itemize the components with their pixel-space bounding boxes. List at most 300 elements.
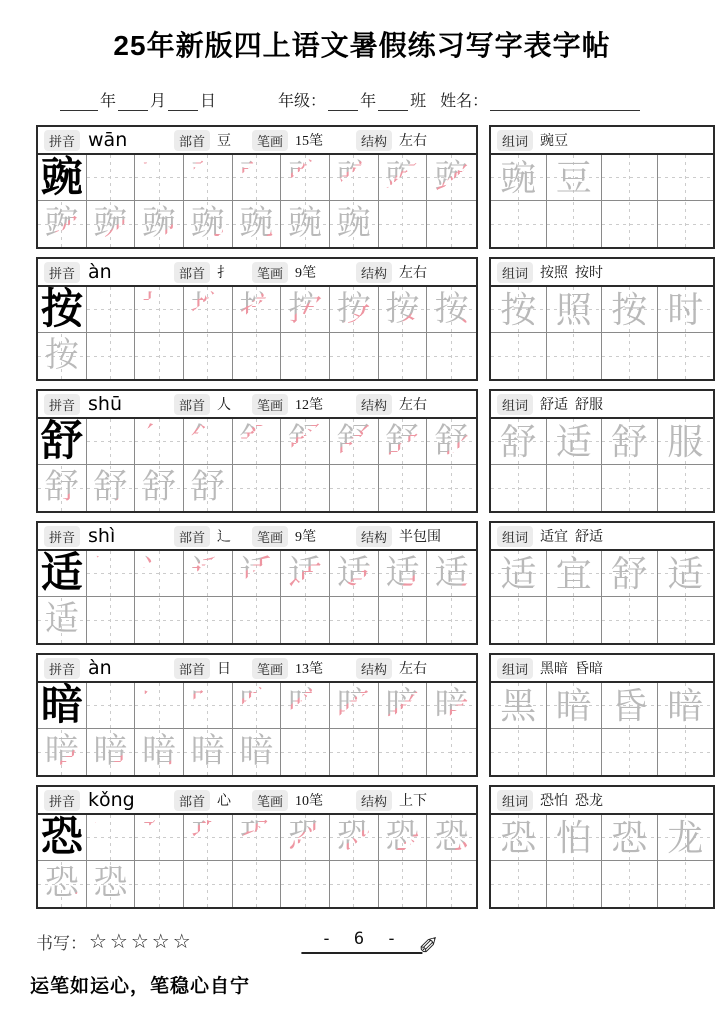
practice-cell (38, 287, 87, 333)
practice-cell (281, 815, 330, 861)
practice-cell (427, 815, 476, 861)
word-practice-cell (547, 201, 603, 247)
stroke-step-character: 按 (190, 290, 225, 328)
practice-cell (87, 597, 136, 643)
word-box-header (491, 127, 713, 155)
stroke-count-group (252, 394, 356, 415)
trace-word-character: 恐 (611, 817, 648, 858)
word-box-header (491, 787, 713, 815)
stroke-step-character: 适 (336, 554, 371, 592)
trace-word-character: 龙 (667, 817, 704, 858)
word-practice-box (489, 785, 715, 909)
stroke-step-character: 暗 (93, 686, 128, 724)
practice-cell (427, 597, 476, 643)
month-label: 月 (150, 93, 167, 110)
practice-cell (427, 683, 476, 729)
word-grid (491, 815, 713, 907)
stroke-count-value: 9笔 (295, 266, 317, 281)
date-year-blank (60, 93, 98, 111)
word-practice-cell (602, 465, 658, 511)
stroke-count-label: 笔画 (252, 790, 288, 811)
stroke-step-character: 豌 (93, 158, 128, 196)
stroke-step-character: 恐 (239, 818, 274, 856)
radical-value: 心 (217, 794, 232, 809)
practice-cell (184, 551, 233, 597)
rating-stars: ☆☆☆☆☆ (89, 929, 194, 953)
stroke-step-character: 恐 (190, 818, 225, 856)
practice-cell (427, 287, 476, 333)
practice-cell (281, 419, 330, 465)
practice-cell (281, 201, 330, 247)
stroke-step-character: 按 (44, 337, 79, 374)
structure-label: 结构 (356, 790, 392, 811)
stroke-practice-box (36, 125, 478, 249)
word-practice-cell (658, 201, 714, 247)
structure-label: 结构 (356, 394, 392, 415)
stroke-step-character: 舒 (190, 469, 225, 506)
radical-label: 部首 (174, 262, 210, 283)
practice-cell (281, 465, 330, 511)
word-practice-cell (547, 597, 603, 643)
structure-value: 左右 (399, 134, 428, 149)
stroke-step-character: 豌 (142, 205, 177, 242)
word-practice-cell (491, 333, 547, 379)
page-title: 25年新版四上语文暑假练习写字表字帖 (113, 30, 611, 61)
stroke-step-character: 豌 (44, 205, 79, 242)
practice-cell (379, 155, 428, 201)
trace-word-character: 舒 (611, 553, 648, 594)
character-section (36, 653, 724, 777)
word-practice-box (489, 257, 715, 381)
stroke-count-value: 13笔 (295, 662, 324, 677)
radical-group (174, 262, 252, 283)
radical-group (174, 790, 252, 811)
date-day-blank (168, 93, 198, 111)
grade-label: 年级： (278, 93, 327, 110)
practice-cell (427, 333, 476, 379)
radical-value: 日 (217, 662, 232, 677)
pinyin-value: kǒng (88, 789, 135, 811)
grade-year-label: 年 (360, 93, 377, 110)
word-practice-cell (658, 551, 714, 597)
word-grid (491, 287, 713, 379)
practice-cell (233, 815, 282, 861)
example-character: 暗 (40, 682, 83, 729)
stroke-practice-box (36, 257, 478, 381)
practice-cell (379, 287, 428, 333)
character-section (36, 125, 724, 249)
character-sections (36, 125, 724, 909)
stroke-count-group (252, 262, 356, 283)
stroke-step-character: 豌 (434, 158, 469, 196)
pinyin-group (44, 261, 174, 283)
practice-cell (135, 155, 184, 201)
stroke-step-character: 豌 (239, 158, 274, 196)
word-practice-cell (602, 815, 658, 861)
trace-word-character: 暗 (555, 685, 592, 726)
practice-cell (38, 729, 87, 775)
word-practice-cell (602, 287, 658, 333)
structure-group (356, 658, 427, 679)
example-character: 按 (40, 286, 83, 333)
words-label: 组词 (497, 526, 533, 547)
practice-cell (233, 597, 282, 643)
stroke-step-character: 恐 (385, 818, 420, 856)
stroke-step-character: 按 (434, 290, 469, 328)
stroke-step-character: 按 (142, 290, 177, 328)
character-section (36, 389, 724, 513)
name-blank (490, 93, 640, 111)
word-practice-cell (602, 155, 658, 201)
pinyin-group (44, 393, 174, 415)
word-practice-cell (491, 729, 547, 775)
word-practice-cell (491, 155, 547, 201)
word-practice-cell (547, 551, 603, 597)
stroke-count-group (252, 658, 356, 679)
stroke-step-character: 恐 (142, 818, 177, 856)
word-practice-box (489, 521, 715, 645)
words-label: 组词 (497, 130, 533, 151)
practice-cell (427, 201, 476, 247)
practice-cell (87, 465, 136, 511)
practice-cell (38, 155, 87, 201)
practice-cell (281, 551, 330, 597)
word-practice-cell (547, 861, 603, 907)
practice-cell (281, 287, 330, 333)
stroke-step-character: 舒 (142, 469, 177, 506)
word-practice-cell (602, 419, 658, 465)
stroke-step-character: 适 (93, 554, 128, 592)
trace-word-character: 豆 (555, 157, 592, 198)
motto-text: 运笔如运心，笔稳心自宁 (30, 976, 251, 997)
practice-cell (281, 155, 330, 201)
stroke-step-character: 豌 (93, 205, 128, 242)
stroke-step-character: 暗 (239, 733, 274, 770)
pinyin-group (44, 789, 174, 811)
word-grid (491, 155, 713, 247)
practice-cell (281, 861, 330, 907)
stroke-step-character: 按 (288, 290, 323, 328)
stroke-step-character: 暗 (434, 686, 469, 724)
class-label: 班 (410, 93, 427, 110)
trace-word-character: 服 (667, 421, 704, 462)
practice-cell (135, 201, 184, 247)
pinyin-label: 拼音 (44, 526, 80, 547)
pinyin-value: àn (88, 657, 112, 679)
stroke-step-character: 舒 (385, 422, 420, 460)
stroke-count-value: 10笔 (295, 794, 324, 809)
trace-word-character: 适 (555, 421, 592, 462)
pinyin-label: 拼音 (44, 262, 80, 283)
practice-cell (379, 201, 428, 247)
stroke-step-character: 适 (385, 554, 420, 592)
stroke-step-character: 暗 (190, 686, 225, 724)
practice-cell (233, 419, 282, 465)
structure-value: 上下 (399, 794, 428, 809)
word-practice-cell (491, 683, 547, 729)
word-practice-cell (547, 815, 603, 861)
date-month-blank (118, 93, 148, 111)
practice-cell (135, 729, 184, 775)
pinyin-label: 拼音 (44, 658, 80, 679)
stroke-step-character: 舒 (93, 422, 128, 460)
stroke-count-value: 15笔 (295, 134, 324, 149)
stroke-step-character: 适 (142, 554, 177, 592)
character-section (36, 521, 724, 645)
words-label: 组词 (497, 394, 533, 415)
practice-cell (38, 597, 87, 643)
word-practice-cell (547, 419, 603, 465)
word-practice-box (489, 389, 715, 513)
word-practice-cell (491, 815, 547, 861)
practice-box-header (38, 787, 476, 815)
stroke-step-character: 按 (385, 290, 420, 328)
stroke-step-character: 恐 (93, 818, 128, 856)
word-practice-cell (491, 465, 547, 511)
stroke-step-character: 豌 (385, 158, 420, 196)
pinyin-group (44, 525, 174, 547)
word-practice-box (489, 125, 715, 249)
word-practice-box (489, 653, 715, 777)
word-box-header (491, 655, 713, 683)
footer (36, 925, 688, 960)
practice-cell (38, 861, 87, 907)
stroke-step-character: 暗 (190, 733, 225, 770)
word-practice-cell (602, 333, 658, 379)
stroke-practice-box (36, 521, 478, 645)
structure-label: 结构 (356, 130, 392, 151)
trace-word-character: 舒 (611, 421, 648, 462)
practice-cell (233, 551, 282, 597)
stroke-step-character: 暗 (44, 733, 79, 770)
stroke-order-grid (38, 683, 476, 775)
practice-cell (379, 419, 428, 465)
word-practice-cell (491, 597, 547, 643)
structure-label: 结构 (356, 526, 392, 547)
stroke-step-character: 恐 (434, 818, 469, 856)
pinyin-label: 拼音 (44, 130, 80, 151)
day-label: 日 (200, 93, 217, 110)
structure-group (356, 790, 427, 811)
practice-cell (427, 551, 476, 597)
practice-cell (233, 201, 282, 247)
trace-word-character: 适 (667, 553, 704, 594)
word-practice-cell (547, 333, 603, 379)
words-value: 黑暗 昏暗 (540, 662, 604, 677)
word-practice-cell (602, 597, 658, 643)
practice-cell (135, 333, 184, 379)
word-practice-cell (658, 683, 714, 729)
word-practice-cell (658, 333, 714, 379)
practice-cell (330, 287, 379, 333)
word-practice-cell (547, 465, 603, 511)
practice-cell (135, 815, 184, 861)
practice-cell (135, 597, 184, 643)
practice-cell (184, 287, 233, 333)
stroke-step-character: 豌 (239, 205, 274, 242)
words-label: 组词 (497, 658, 533, 679)
pinyin-group (44, 129, 174, 151)
practice-cell (330, 465, 379, 511)
practice-cell (233, 333, 282, 379)
radical-group (174, 526, 252, 547)
stroke-step-character: 适 (434, 554, 469, 592)
stroke-count-value: 9笔 (295, 530, 317, 545)
practice-cell (281, 729, 330, 775)
practice-cell (87, 201, 136, 247)
word-practice-cell (491, 287, 547, 333)
words-value: 适宜 舒适 (540, 530, 604, 545)
practice-cell (379, 465, 428, 511)
trace-word-character: 舒 (500, 421, 537, 462)
class-blank (378, 93, 408, 111)
stroke-count-label: 笔画 (252, 130, 288, 151)
grade-year-blank (328, 93, 358, 111)
stroke-step-character: 舒 (190, 422, 225, 460)
practice-cell (135, 287, 184, 333)
example-character: 适 (40, 550, 83, 597)
word-practice-cell (547, 729, 603, 775)
words-value: 舒适 舒服 (540, 398, 604, 413)
practice-cell (330, 815, 379, 861)
stroke-step-character: 豌 (336, 205, 371, 242)
pen-icon: ✐ (418, 931, 439, 960)
stroke-count-label: 笔画 (252, 658, 288, 679)
radical-group (174, 130, 252, 151)
stroke-step-character: 舒 (239, 422, 274, 460)
radical-group (174, 394, 252, 415)
stroke-count-label: 笔画 (252, 526, 288, 547)
stroke-step-character: 恐 (336, 818, 371, 856)
stroke-step-character: 恐 (93, 865, 128, 902)
word-practice-cell (602, 551, 658, 597)
structure-label: 结构 (356, 658, 392, 679)
page-number: - 6 - (301, 929, 422, 954)
pinyin-value: shì (88, 525, 116, 547)
words-value: 按照 按时 (540, 266, 604, 281)
trace-word-character: 宜 (555, 553, 592, 594)
radical-group (174, 658, 252, 679)
words-value: 恐怕 恐龙 (540, 794, 604, 809)
stroke-step-character: 豌 (190, 205, 225, 242)
word-box-header (491, 523, 713, 551)
character-section (36, 785, 724, 909)
trace-word-character: 怕 (555, 817, 592, 858)
structure-value: 半包围 (399, 530, 442, 545)
practice-cell (379, 861, 428, 907)
trace-word-character: 按 (500, 289, 537, 330)
practice-cell (427, 419, 476, 465)
word-grid (491, 551, 713, 643)
stroke-step-character: 适 (288, 554, 323, 592)
radical-value: 辶 (217, 530, 232, 545)
word-practice-cell (658, 815, 714, 861)
character-section (36, 257, 724, 381)
word-grid (491, 419, 713, 511)
radical-value: 扌 (217, 266, 232, 281)
radical-label: 部首 (174, 130, 210, 151)
date-name-line (60, 88, 724, 111)
practice-box-header (38, 259, 476, 287)
practice-cell (379, 333, 428, 379)
practice-cell (135, 419, 184, 465)
stroke-step-character: 暗 (239, 686, 274, 724)
stroke-step-character: 暗 (142, 733, 177, 770)
practice-cell (427, 465, 476, 511)
practice-cell (87, 287, 136, 333)
stroke-step-character: 舒 (288, 422, 323, 460)
practice-cell (233, 465, 282, 511)
practice-cell (330, 551, 379, 597)
practice-cell (87, 333, 136, 379)
practice-cell (233, 287, 282, 333)
stroke-count-label: 笔画 (252, 262, 288, 283)
pinyin-value: wān (88, 129, 128, 151)
practice-cell (184, 333, 233, 379)
word-practice-cell (658, 597, 714, 643)
practice-cell (233, 155, 282, 201)
practice-cell (427, 155, 476, 201)
stroke-order-grid (38, 815, 476, 907)
stroke-step-character: 舒 (44, 469, 79, 506)
word-practice-cell (658, 419, 714, 465)
trace-word-character: 按 (611, 289, 648, 330)
practice-cell (330, 201, 379, 247)
practice-cell (87, 155, 136, 201)
trace-word-character: 适 (500, 553, 537, 594)
stroke-step-character: 豌 (288, 158, 323, 196)
practice-cell (38, 419, 87, 465)
practice-cell (184, 419, 233, 465)
stroke-step-character: 适 (190, 554, 225, 592)
word-practice-cell (547, 683, 603, 729)
structure-label: 结构 (356, 262, 392, 283)
word-practice-cell (602, 683, 658, 729)
stroke-step-character: 按 (239, 290, 274, 328)
word-practice-cell (491, 551, 547, 597)
structure-group (356, 262, 427, 283)
structure-value: 左右 (399, 398, 428, 413)
stroke-count-group (252, 526, 356, 547)
practice-cell (135, 465, 184, 511)
page-number-wrap (301, 928, 439, 960)
practice-cell (379, 551, 428, 597)
practice-cell (184, 201, 233, 247)
radical-value: 人 (217, 398, 232, 413)
stroke-step-character: 适 (239, 554, 274, 592)
words-label: 组词 (497, 262, 533, 283)
stroke-step-character: 舒 (336, 422, 371, 460)
practice-cell (427, 861, 476, 907)
word-practice-cell (658, 465, 714, 511)
practice-cell (87, 729, 136, 775)
pinyin-group (44, 657, 174, 679)
practice-cell (184, 683, 233, 729)
practice-cell (184, 861, 233, 907)
example-character: 恐 (40, 814, 83, 861)
word-practice-cell (658, 155, 714, 201)
practice-cell (379, 683, 428, 729)
pinyin-label: 拼音 (44, 790, 80, 811)
practice-cell (135, 551, 184, 597)
word-practice-cell (602, 861, 658, 907)
practice-cell (38, 815, 87, 861)
radical-label: 部首 (174, 526, 210, 547)
word-practice-cell (547, 287, 603, 333)
practice-cell (330, 419, 379, 465)
practice-cell (38, 201, 87, 247)
practice-cell (281, 333, 330, 379)
